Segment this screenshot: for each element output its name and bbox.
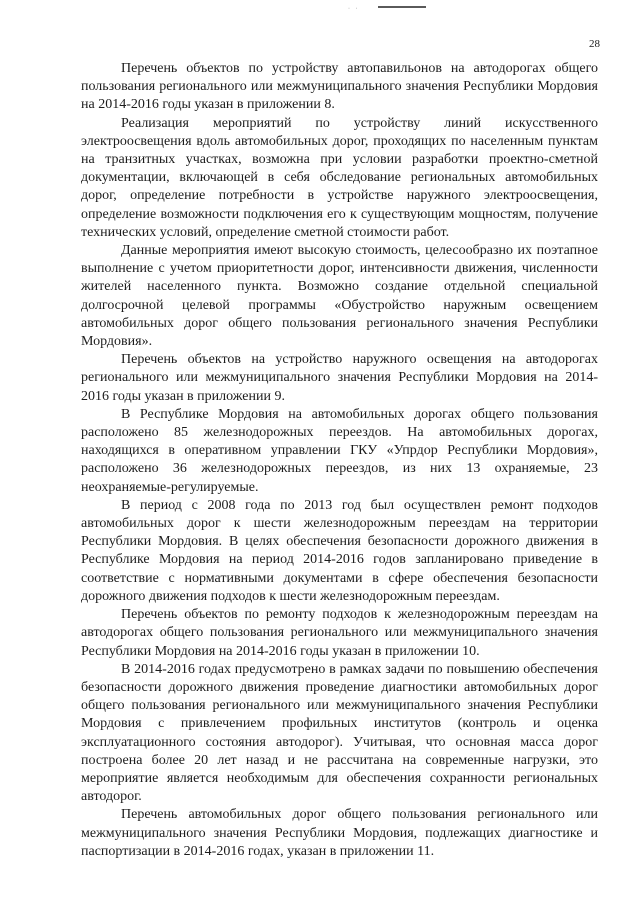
scan-artifact-dots: · · xyxy=(348,6,360,12)
paragraph-diagnostics-list: Перечень автомобильных дорог общего пользования регионального или межмуниципального значения Республики Мордовия, подлежащих диагностике и паспортизации в 2014-2016 годах, указан в приложении 11. xyxy=(81,807,598,859)
paragraph-diagnostics: В 2014-2016 годах предусмотрено в рамках задачи по повышению обеспечения безопасности дорожного движения проведение диагностики автомобильных дорог общего пользования регионального или межмуниципального значения Республики Мордовия с привлечением профильных институтов (контроль и оценка эксплуатационного состояния автодорог). Учитывая, что основная масса дорог построена более 20 лет назад и не рассчитана на современные нагрузки, это мероприятие является необходимым для обеспечения сохранности региональных автодорог. xyxy=(81,661,598,805)
scan-artifact-line xyxy=(378,6,426,8)
page-number: 28 xyxy=(589,38,600,50)
document-body xyxy=(81,60,598,861)
paragraph-crossings-list: Перечень объектов по ремонту подходов к железнодорожным переездам на автодорогах общего пользования регионального или межмуниципального значения Республики Мордовия на 2014-2016 годы указан в приложении 10. xyxy=(81,607,598,659)
paragraph-lighting-list: Перечень объектов на устройство наружного освещения на автодорогах регионального или межмуниципального значения Республики Мордовия на 2014-2016 годы указан в приложении 9. xyxy=(81,352,598,404)
paragraph-pavilions-list: Перечень объектов по устройству автопавильонов на автодорогах общего пользования регионального или межмуниципального значения Республики Мордовия на 2014-2016 годы указан в приложении 8. xyxy=(81,61,598,113)
paragraph-railway-crossings: В Республике Мордовия на автомобильных дорогах общего пользования расположено 85 железнодорожных переездов. На автомобильных дорогах, находящихся в оперативном управлении ГКУ «Упрдор Республики Мордовия», расположено 36 железнодорожных переездов, из них 13 охраняемые, 23 неохраняемые-регулируемые. xyxy=(81,406,598,495)
paragraph-lighting-cost: Данные мероприятия имеют высокую стоимость, целесообразно их поэтапное выполнение с учетом приоритетности дорог, интенсивности движения, численности жителей населенного пункта. Возможно создание отдельной специальной долгосрочной целевой программы «Обустройство наружным освещением автомобильных дорог общего пользования регионального значения Республики Мордовия». xyxy=(81,243,598,350)
paragraph-lighting-implementation: Реализация мероприятий по устройству линий искусственного электроосвещения вдоль автомобильных дорог, проходящих по населенным пунктам на транзитных участках, возможна при условии разработки проектно-сметной документации, включающей в себя обследование региональных автомобильных дорог, определение потребности в устройстве наружного электроосвещения, определение возможности подключения его к существующим мощностям, получение технических условий, определение сметной стоимости работ. xyxy=(81,115,598,240)
paragraph-crossings-repair: В период с 2008 года по 2013 год был осуществлен ремонт подходов автомобильных дорог к шести железнодорожным переездам на территории Республики Мордовия. В целях обеспечения безопасности дорожного движения в Республике Мордовия на период 2014-2016 годов запланировано приведение в соответствие с нормативными документами в сфере обеспечения безопасности дорожного движения подходов к шести железнодорожным переездам. xyxy=(81,497,598,604)
